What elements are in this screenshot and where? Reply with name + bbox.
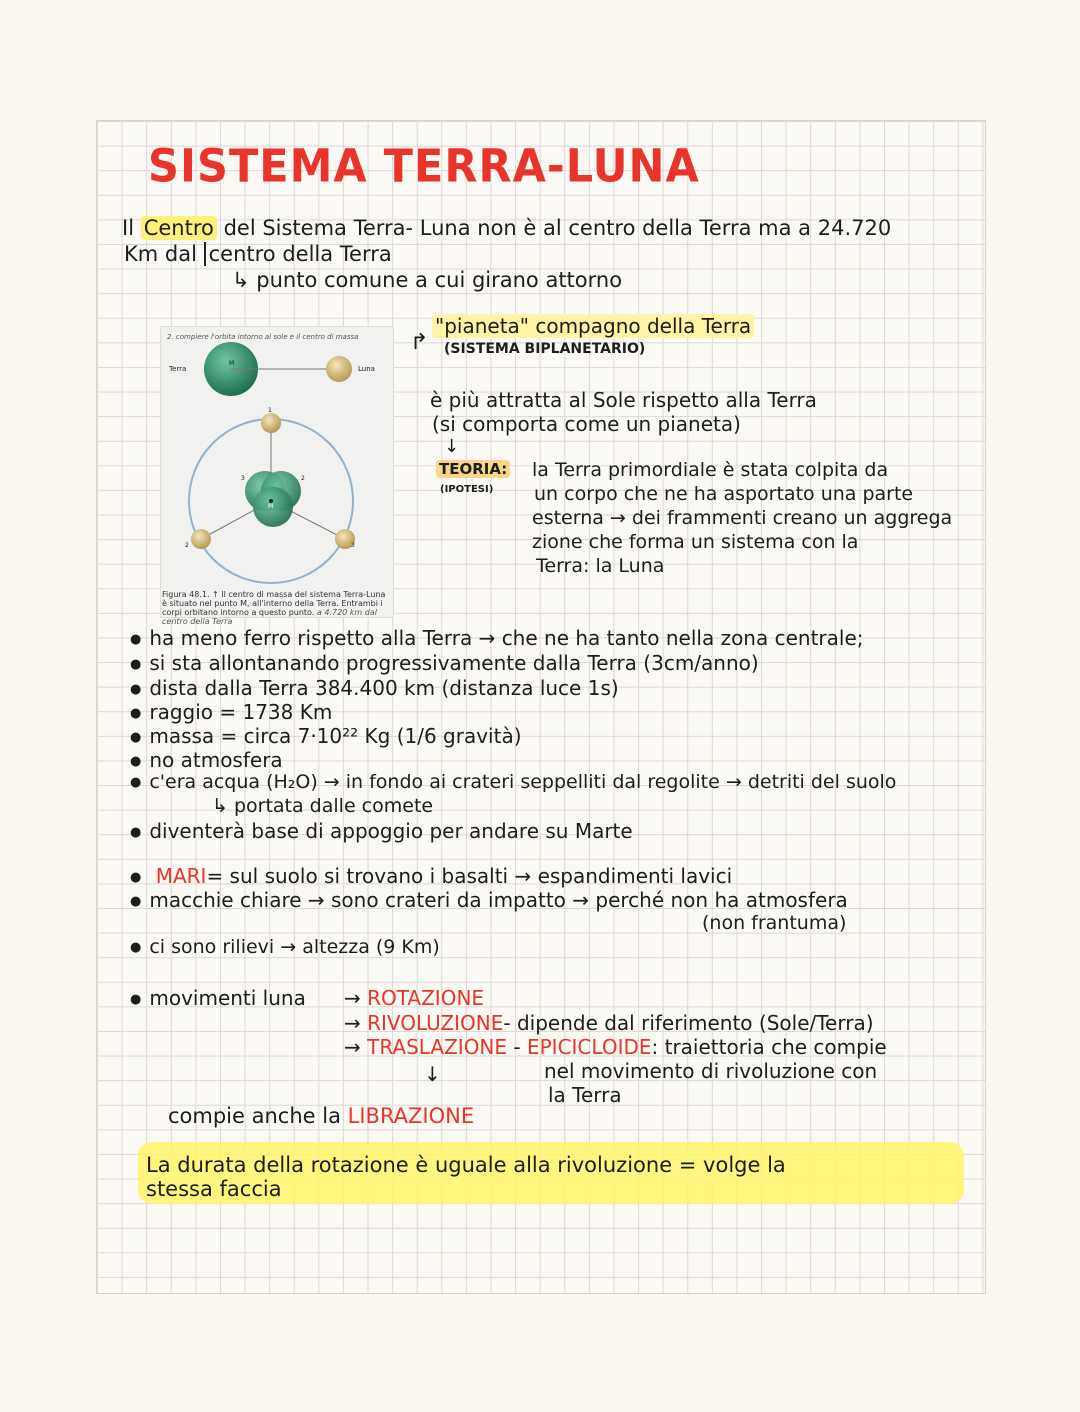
label-3: 3: [241, 475, 245, 482]
teoria-line-4: zione che forma un sistema con la: [532, 531, 859, 553]
bullet-marte: ● diventerà base di appoggio per andare su Marte: [130, 819, 633, 843]
teoria-label: [436, 460, 510, 478]
ipotesi-label: (IPOTESI): [440, 484, 494, 495]
sistema-biplanetario: (SISTEMA BIPLANETARIO): [444, 341, 646, 357]
moon-pos-2: [191, 529, 211, 549]
pianeta-line: [432, 314, 754, 338]
bullet-macchie: ● macchie chiare → sono crateri da impatto → perché non ha atmosfera: [130, 888, 848, 912]
bullet-mari: [130, 864, 732, 888]
label-luna: Luna: [358, 365, 375, 373]
intro-text: del Sistema Terra- Luna non è al centro della Terra ma a 24.720: [223, 216, 892, 240]
teoria-text: TEORIA:: [436, 460, 510, 478]
label-m-center: M: [268, 503, 274, 510]
teoria-line-5: Terra: la Luna: [536, 555, 665, 577]
comporta-line: (si comporta come un pianeta): [432, 412, 741, 436]
bullet-massa: ● massa = circa 7·10²² Kg (1/6 gravità): [130, 724, 522, 748]
teoria-line-2: un corpo che ne ha asportato una parte: [534, 483, 914, 505]
caption-note: a 4.720 km dal centro della Terra: [162, 608, 377, 626]
moon-top: [326, 356, 352, 382]
teoria-line-3: esterna → dei frammenti creano un aggrega: [532, 507, 953, 529]
mari-label: MARI: [155, 864, 207, 888]
bullet-rilievi: ● ci sono rilievi → altezza (9 Km): [130, 936, 440, 958]
label-3b: 3: [351, 542, 355, 549]
epicicloide-note: : traiettoria che compie: [651, 1035, 887, 1059]
teoria-line-1: la Terra primordiale è stata colpita da: [532, 459, 889, 481]
label-2b: 2: [185, 542, 189, 549]
figure-terra-luna: [160, 326, 394, 618]
rotazione-line: → ROTAZIONE: [344, 986, 485, 1010]
bullet-allontanando: ● si sta allontanando progressivamente dalla Terra (3cm/anno): [130, 651, 759, 675]
macchie-note: (non frantuma): [702, 912, 847, 934]
caption-text: Figura 48.1. ↑ Il centro di massa del sistema Terra-Luna è situato nel punto M, all'interno della Terra. Entrambi i corpi orbitano intorno a questo punto.: [162, 590, 386, 617]
pianeta-text: "pianeta" compagno della Terra: [432, 314, 754, 338]
bullet-raggio: ● raggio = 1738 Km: [130, 700, 332, 724]
final-line-1: La durata della rotazione è uguale alla rivoluzione = volge la: [146, 1153, 786, 1177]
intro-text: centro della Terra: [204, 242, 392, 266]
intro-line-2: [124, 242, 392, 266]
epicicloide-line-3: la Terra: [548, 1083, 622, 1107]
mari-text: = sul suolo si trovano i basalti → espandimenti lavici: [206, 864, 733, 888]
epicicloide-line-2: nel movimento di rivoluzione con: [544, 1059, 878, 1083]
rivoluzione-line: → RIVOLUZIONE- dipende dal riferimento (Sole/Terra): [344, 1011, 874, 1035]
label-terra: Terra: [169, 365, 187, 373]
rivoluzione-note: - dipende dal riferimento (Sole/Terra): [503, 1011, 874, 1035]
intro-line-1: [122, 216, 891, 240]
figure-header: 2. compiere l'orbita intorno al sole e il centro di massa: [167, 333, 359, 341]
attratta-line: è più attratta al Sole rispetto alla Terra: [430, 388, 817, 412]
label-m-top: M: [229, 360, 235, 367]
rotazione-label: ROTAZIONE: [367, 986, 485, 1010]
acqua-note: ↳ portata dalle comete: [212, 795, 434, 817]
rivoluzione-label: RIVOLUZIONE: [367, 1011, 504, 1035]
curved-arrow: ↱: [410, 330, 429, 355]
down-arrow: ↓: [444, 436, 460, 457]
bullet-ferro: ● ha meno ferro rispetto alla Terra → che ne ha tanto nella zona centrale;: [130, 626, 863, 650]
down-arrow-2: ↓: [424, 1062, 441, 1086]
librazione-label: LIBRAZIONE: [347, 1104, 475, 1128]
orbit-diagram: [161, 341, 393, 603]
traslazione-line: → TRASLAZIONE - EPICICLOIDE: traiettoria che compie: [344, 1035, 887, 1059]
highlight-centro: Centro: [141, 216, 217, 240]
traslazione-label: TRASLAZIONE: [367, 1035, 508, 1059]
label-2: 2: [301, 475, 305, 482]
librazione-line: [168, 1104, 474, 1128]
compie-text: compie anche la: [168, 1104, 341, 1128]
bullet-dista: ● dista dalla Terra 384.400 km (distanza luce 1s): [130, 676, 619, 700]
bullet-acqua: ● c'era acqua (H₂O) → in fondo ai crateri seppelliti dal regolite → detriti del suolo: [130, 771, 896, 793]
epicicloide-label: EPICICLOIDE: [526, 1035, 652, 1059]
bullet-atmosfera: ● no atmosfera: [130, 748, 283, 772]
moon-pos-1: [261, 413, 281, 433]
final-line-2: stessa faccia: [146, 1177, 282, 1201]
bullet-movimenti: ● movimenti luna: [130, 986, 306, 1010]
page-title: SISTEMA TERRA-LUNA: [148, 140, 700, 194]
intro-text: Km dal: [124, 242, 197, 266]
label-1: 1: [268, 407, 272, 414]
intro-word: Il: [122, 216, 135, 240]
intro-line-3: ↳ punto comune a cui girano attorno: [232, 268, 623, 292]
figure-caption: [162, 590, 387, 626]
